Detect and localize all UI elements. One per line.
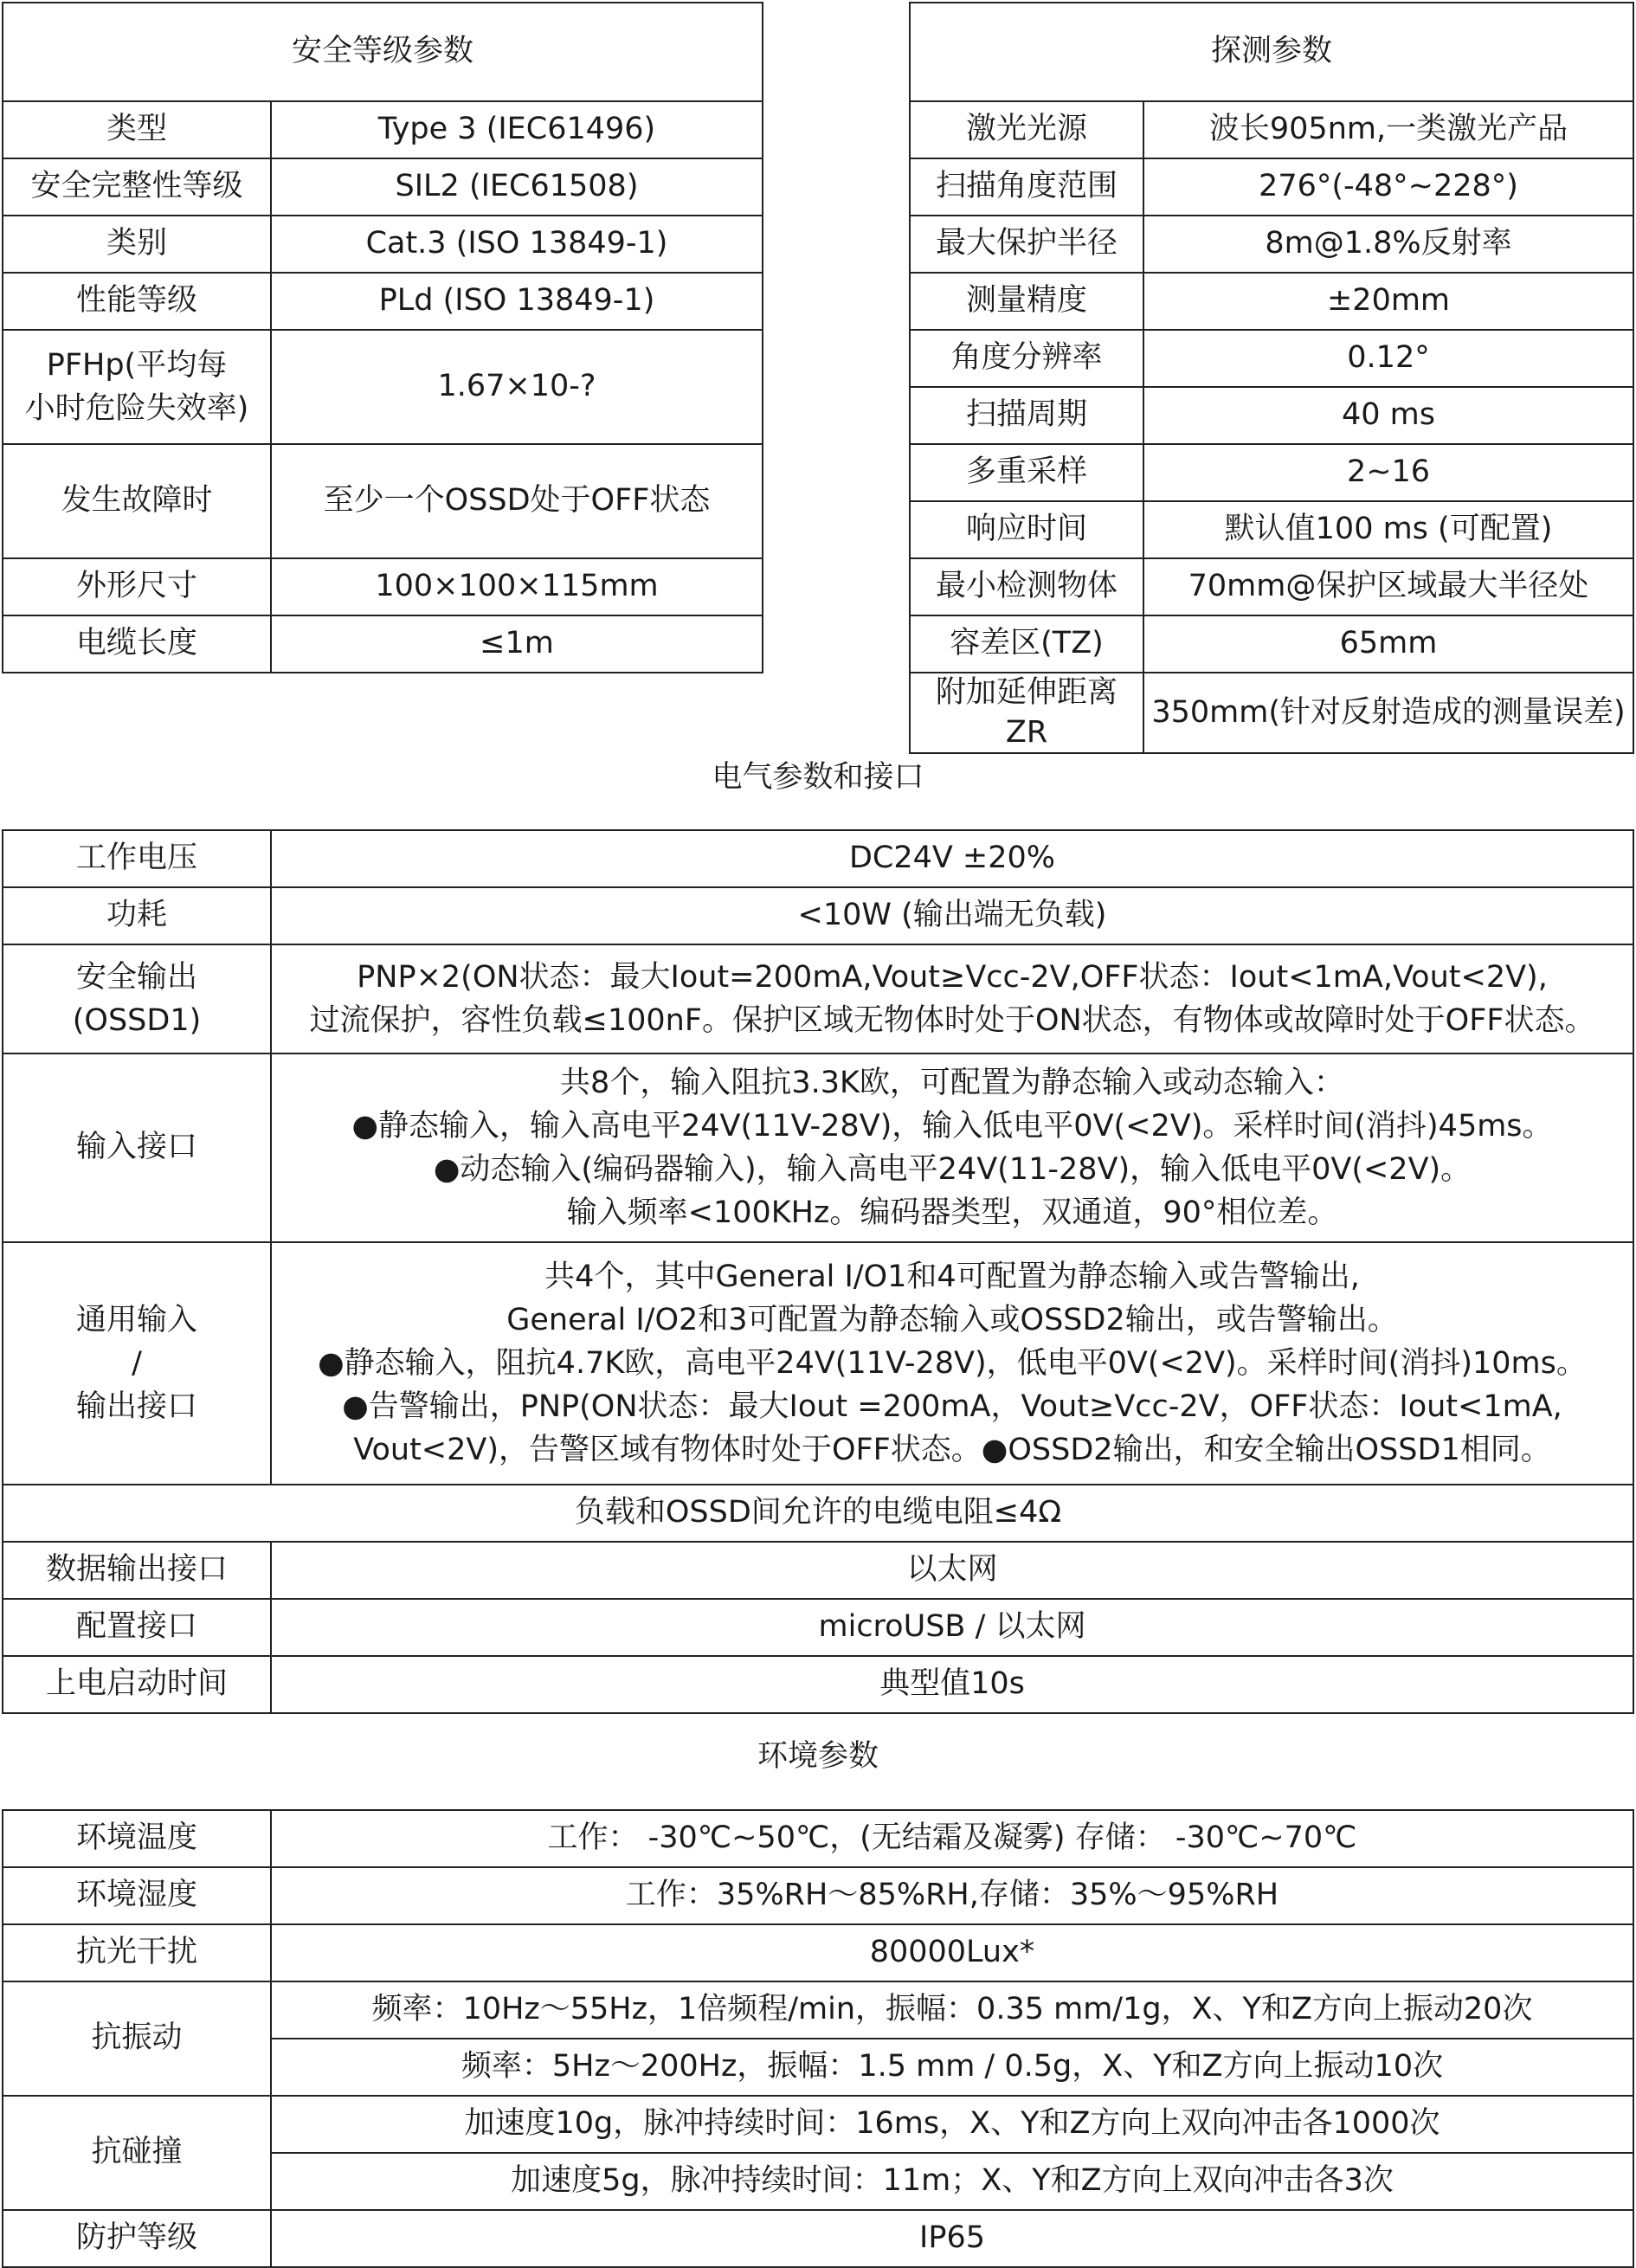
table-row [910,330,1633,387]
row-label: 类别 [3,216,271,273]
table-row [3,1542,1633,1599]
table-row [3,1810,1633,1867]
row-label: 最大保护半径 [910,216,1143,273]
table-row [3,830,1633,887]
row-value: SIL2 (IEC61508) [271,158,763,216]
row-value-line: ●动态输入(编码器输入)，输入高电平24V(11-28V)，输入低电平0V(<2V)。 [433,1152,1472,1187]
row-label: 扫描周期 [910,387,1143,444]
row-value: 频率：5Hz～200Hz，振幅：1.5 mm / 0.5g，X、Y和Z方向上振动10次 [271,2039,1633,2096]
row-value: 至少一个OSSD处于OFF状态 [271,444,763,558]
row-value-line: PNP×2(ON状态：最大Iout=200mA,Vout≥Vcc-2V,OFF状态：Iout<1mA,Vout<2V), [357,960,1548,995]
row-full: 负载和OSSD间允许的电缆电阻≤4Ω [3,1485,1633,1542]
row-value: 0.12° [1143,330,1633,387]
table-row [910,273,1633,330]
row-label: 配置接口 [3,1599,271,1656]
row-label-line: (OSSD1) [72,1003,202,1038]
environment-params-table [2,1809,1634,2268]
detection-params-table [909,2,1634,754]
row-value: 1.67×10-? [271,330,763,444]
row-label: 抗振动 [3,1981,271,2096]
table-row [910,558,1633,615]
environment-section-title: 环境参数 [757,1739,879,1774]
table-row [3,273,763,330]
row-label: 上电启动时间 [3,1656,271,1713]
row-value: Type 3 (IEC61496) [271,101,763,158]
row-label [3,944,271,1053]
row-value: 频率：10Hz～55Hz，1倍频程/min，振幅：0.35 mm/1g，X、Y和Z方向上振动20次 [271,1981,1633,2039]
row-label: 多重采样 [910,444,1143,501]
row-label: 数据输出接口 [3,1542,271,1599]
table-row [3,1242,1633,1485]
table-row [910,501,1633,558]
row-label: 性能等级 [3,273,271,330]
row-value: 加速度10g，脉冲持续时间：16ms，X、Y和Z方向上双向冲击各1000次 [271,2096,1633,2153]
row-label: 角度分辨率 [910,330,1143,387]
table-row [3,944,1633,1053]
row-value: <10W (输出端无负载) [271,887,1633,944]
row-label [3,330,271,444]
table-row [3,444,763,558]
table-row [3,1924,1633,1981]
row-value: PLd (ISO 13849-1) [271,273,763,330]
row-value [271,1242,1633,1485]
row-value-line: 共8个，输入阻抗3.3K欧，可配置为静态输入或动态输入： [560,1066,1344,1100]
row-value: DC24V ±20% [271,830,1633,887]
row-value: 40 ms [1143,387,1633,444]
row-value: IP65 [271,2210,1633,2267]
table-row [910,216,1633,273]
row-value: 8m@1.8%反射率 [1143,216,1633,273]
row-label: 响应时间 [910,501,1143,558]
row-value: 80000Lux* [271,1924,1633,1981]
row-label: 电缆长度 [3,615,271,673]
row-value [271,1053,1633,1242]
row-value-line: ●静态输入，阻抗4.7K欧，高电平24V(11V-28V)，低电平0V(<2V)。采样时间(消抖)10ms。 [318,1346,1587,1381]
row-value: 工作：35%RH～85%RH,存储：35%～95%RH [271,1867,1633,1924]
safety-params-table [2,2,763,673]
row-label-line: 通用输入 [75,1303,197,1337]
row-label: 防护等级 [3,2210,271,2267]
table-row [3,101,763,158]
table-row [910,673,1633,753]
row-value: 70mm@保护区域最大半径处 [1143,558,1633,615]
row-value-line: Vout<2V)，告警区域有物体时处于OFF状态。●OSSD2输出，和安全输出OSSD1相同。 [353,1433,1551,1467]
table-row [3,615,763,673]
row-label-line: 安全输出 [75,960,197,995]
row-value: ≤1m [271,615,763,673]
row-label: 附加延伸距离ZR [910,673,1143,753]
row-value: 2~16 [1143,444,1633,501]
row-value: 276°(-48°~228°) [1143,158,1633,216]
table-row [910,444,1633,501]
table-row [3,1485,1633,1542]
row-label: 外形尺寸 [3,558,271,615]
table-row [3,330,763,444]
row-value-line: 过流保护，容性负载≤100nF。保护区域无物体时处于ON状态，有物体或故障时处于OFF状态。 [309,1003,1595,1038]
row-label: 激光光源 [910,101,1143,158]
row-value-line: ●告警输出，PNP(ON状态：最大Iout =200mA，Vout≥Vcc-2V，OFF状态：Iout<1mA, [342,1389,1562,1424]
row-label [3,1242,271,1485]
table-row [910,387,1633,444]
row-label: 工作电压 [3,830,271,887]
row-label: 最小检测物体 [910,558,1143,615]
row-value: 典型值10s [271,1656,1633,1713]
row-label-line: 小时危险失效率) [24,391,249,426]
table-row [3,216,763,273]
table-row [3,158,763,216]
row-label: 功耗 [3,887,271,944]
row-label-line: PFHp(平均每 [46,348,228,383]
row-label: 环境温度 [3,1810,271,1867]
table-row [3,2210,1633,2267]
table-row [3,1867,1633,1924]
table-row [3,1599,1633,1656]
table-row [3,2096,1633,2153]
row-label: 抗光干扰 [3,1924,271,1981]
row-label: 类型 [3,101,271,158]
table-row [3,558,763,615]
row-label: 扫描角度范围 [910,158,1143,216]
electrical-section-title: 电气参数和接口 [712,760,924,795]
row-value-line: General I/O2和3可配置为静态输入或OSSD2输出，或告警输出。 [506,1303,1398,1337]
row-value: 默认值100 ms (可配置) [1143,501,1633,558]
row-label: 环境湿度 [3,1867,271,1924]
row-value-line: 共4个，其中General I/O1和4可配置为静态输入或告警输出, [544,1260,1360,1294]
row-value: 工作： -30℃~50℃，(无结霜及凝雾) 存储： -30℃~70℃ [271,1810,1633,1867]
row-label: 测量精度 [910,273,1143,330]
row-label: 抗碰撞 [3,2096,271,2210]
table-row [3,887,1633,944]
row-value: 100×100×115mm [271,558,763,615]
table-row [910,101,1633,158]
row-value [271,944,1633,1053]
row-label-line: 输出接口 [75,1389,197,1424]
row-label: 安全完整性等级 [3,158,271,216]
row-label: 发生故障时 [3,444,271,558]
table-row [910,615,1633,673]
electrical-params-table [2,829,1634,1714]
row-value: 350mm(针对反射造成的测量误差) [1143,673,1633,753]
row-label-line: / [132,1346,142,1381]
row-value: microUSB / 以太网 [271,1599,1633,1656]
table-row [3,1656,1633,1713]
row-label: 输入接口 [3,1053,271,1242]
row-value: 加速度5g，脉冲持续时间：11m；X、Y和Z方向上双向冲击各3次 [271,2153,1633,2210]
row-value: 65mm [1143,615,1633,673]
row-label: 容差区(TZ) [910,615,1143,673]
row-value-line: ●静态输入，输入高电平24V(11V-28V)，输入低电平0V(<2V)。采样时间(消抖)45ms。 [351,1109,1553,1144]
row-value-line: 输入频率<100KHz。编码器类型，双通道，90°相位差。 [566,1195,1338,1230]
detection-table-title: 探测参数 [910,3,1633,101]
safety-table-title: 安全等级参数 [3,3,763,101]
row-value: ±20mm [1143,273,1633,330]
table-row [3,1981,1633,2039]
table-row [3,1053,1633,1242]
row-value: 波长905nm,一类激光产品 [1143,101,1633,158]
table-row [910,158,1633,216]
row-value: Cat.3 (ISO 13849-1) [271,216,763,273]
row-value: 以太网 [271,1542,1633,1599]
